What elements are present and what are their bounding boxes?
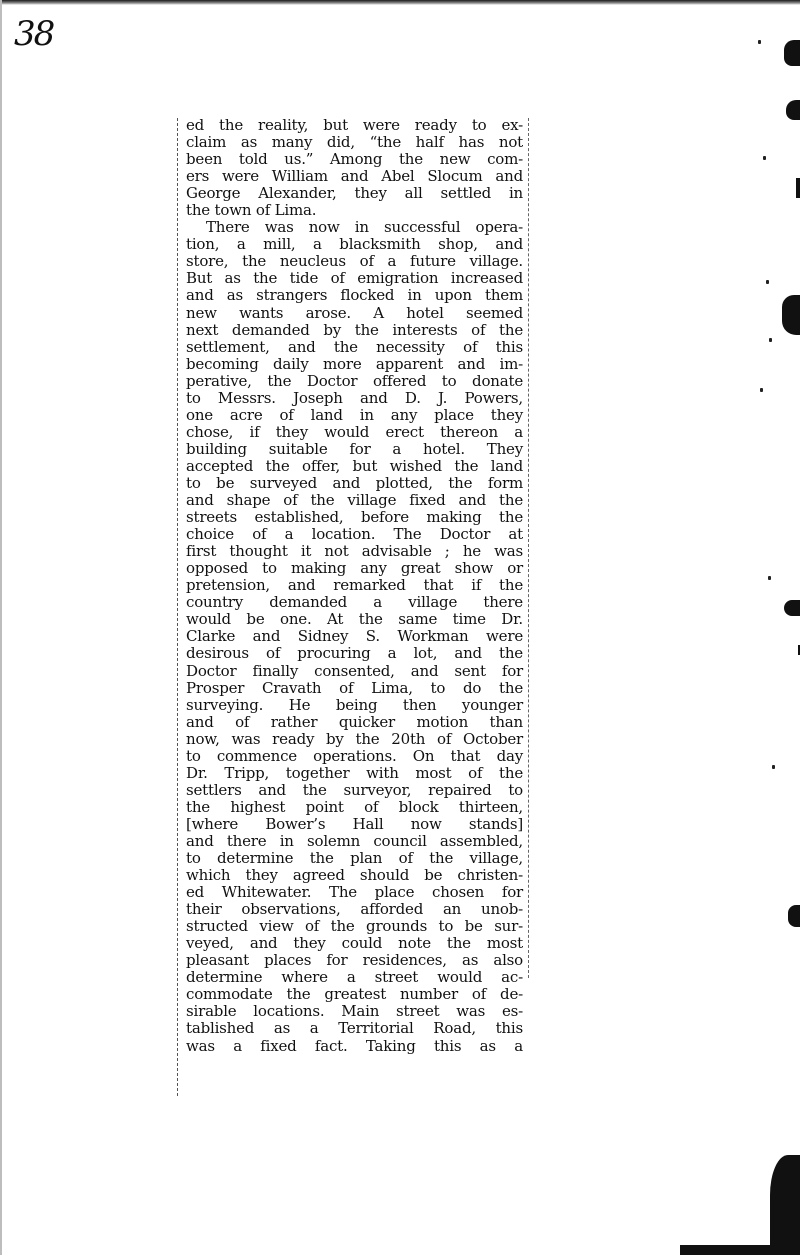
- article-line: settlers and the surveyor, repaired to: [186, 780, 523, 799]
- article-line: country demanded a village there: [186, 593, 523, 612]
- scan-corner-artifact: [770, 1155, 800, 1255]
- article-line: George Alexander, they all settled in: [186, 184, 523, 203]
- scan-speck: [769, 338, 772, 342]
- scan-edge-artifact: [784, 40, 800, 66]
- article-line: structed view of the grounds to be sur-: [186, 917, 523, 936]
- article-line: But as the tide of emigration increased: [186, 269, 523, 288]
- article-line: ers were William and Abel Slocum and: [186, 167, 523, 186]
- article-line: commodate the greatest number of de-: [186, 985, 523, 1004]
- article-column: [180, 117, 525, 1055]
- scan-speck: [768, 576, 771, 580]
- article-line: and of rather quicker motion than: [186, 712, 523, 731]
- article-line: desirous of procuring a lot, and the: [186, 644, 523, 663]
- article-line: the highest point of block thirteen,: [186, 797, 523, 816]
- article-line: now, was ready by the 20th of October: [186, 729, 523, 748]
- scan-speck: [763, 156, 766, 160]
- article-line: Doctor finally consented, and sent for: [186, 661, 523, 680]
- article-line: and there in solemn council assembled,: [186, 831, 523, 850]
- article-line: to Messrs. Joseph and D. J. Powers,: [186, 388, 523, 407]
- article-line: their observations, afforded an unob-: [186, 900, 523, 919]
- article-line: [where Bower’s Hall now stands]: [186, 814, 523, 833]
- article-line: Dr. Tripp, together with most of the: [186, 763, 523, 782]
- article-line: next demanded by the interests of the: [186, 320, 523, 339]
- article-line: store, the neucleus of a future village.: [186, 252, 523, 271]
- column-rule-left: [177, 118, 179, 1096]
- scan-speck: [758, 40, 761, 44]
- article-line: streets established, before making the: [186, 508, 523, 527]
- article-line: new wants arose. A hotel seemed: [186, 303, 523, 322]
- article-line: opposed to making any great show or: [186, 559, 523, 578]
- scan-edge-artifact: [788, 905, 800, 927]
- article-line: the town of Lima.: [186, 201, 317, 220]
- article-line: settlement, and the necessity of this: [186, 337, 523, 356]
- scan-edge-artifact: [782, 295, 800, 335]
- article-line: There was now in successful opera-: [206, 218, 523, 237]
- scan-speck: [772, 765, 775, 769]
- article-line: Clarke and Sidney S. Workman were: [186, 627, 523, 646]
- article-line: first thought it not advisable ; he was: [186, 542, 523, 561]
- newspaper-clipping: [180, 117, 525, 1055]
- article-line: chose, if they would erect thereon a: [186, 422, 523, 441]
- article-line: surveying. He being then younger: [186, 695, 523, 714]
- article-line: tablished as a Territorial Road, this: [186, 1019, 523, 1038]
- article-line: to determine the plan of the village,: [186, 849, 523, 868]
- article-line: and shape of the village fixed and the: [186, 491, 523, 510]
- column-rule-right: [528, 118, 530, 978]
- article-line: to be surveyed and plotted, the form: [186, 473, 523, 492]
- article-line: claim as many did, “the half has not: [186, 133, 523, 152]
- article-line: tion, a mill, a blacksmith shop, and: [186, 235, 523, 254]
- article-line: been told us.” Among the new com-: [186, 150, 523, 169]
- article-line: building suitable for a hotel. They: [186, 439, 523, 458]
- article-line: sirable locations. Main street was es-: [186, 1002, 523, 1021]
- scan-speck: [766, 280, 769, 284]
- article-line: accepted the offer, but wished the land: [186, 456, 523, 475]
- article-line: was a fixed fact. Taking this as a: [186, 1036, 523, 1055]
- article-line: pretension, and remarked that if the: [186, 576, 523, 595]
- article-line: to commence operations. On that day: [186, 746, 523, 765]
- handwritten-page-number: 38: [14, 14, 54, 54]
- article-line: pleasant places for residences, as also: [186, 951, 523, 970]
- scan-edge-artifact: [786, 100, 800, 120]
- article-line: and as strangers flocked in upon them: [186, 286, 523, 305]
- article-line: choice of a location. The Doctor at: [186, 525, 523, 544]
- article-line: becoming daily more apparent and im-: [186, 354, 523, 373]
- article-line: ed the reality, but were ready to ex-: [186, 116, 523, 134]
- scan-top-edge: [0, 0, 800, 5]
- article-line: which they agreed should be christen-: [186, 866, 523, 885]
- scan-speck: [760, 388, 763, 392]
- article-line: one acre of land in any place they: [186, 405, 523, 424]
- scan-edge-artifact: [796, 178, 800, 198]
- article-line: ed Whitewater. The place chosen for: [186, 883, 523, 902]
- article-line: perative, the Doctor offered to donate: [186, 371, 523, 390]
- scan-bottom-edge: [680, 1245, 800, 1255]
- article-line: determine where a street would ac-: [186, 968, 523, 987]
- article-line: Prosper Cravath of Lima, to do the: [186, 678, 523, 697]
- scan-edge-artifact: [784, 600, 800, 616]
- article-line: veyed, and they could note the most: [186, 934, 523, 953]
- scan-left-edge: [0, 0, 2, 1255]
- article-line: would be one. At the same time Dr.: [186, 610, 523, 629]
